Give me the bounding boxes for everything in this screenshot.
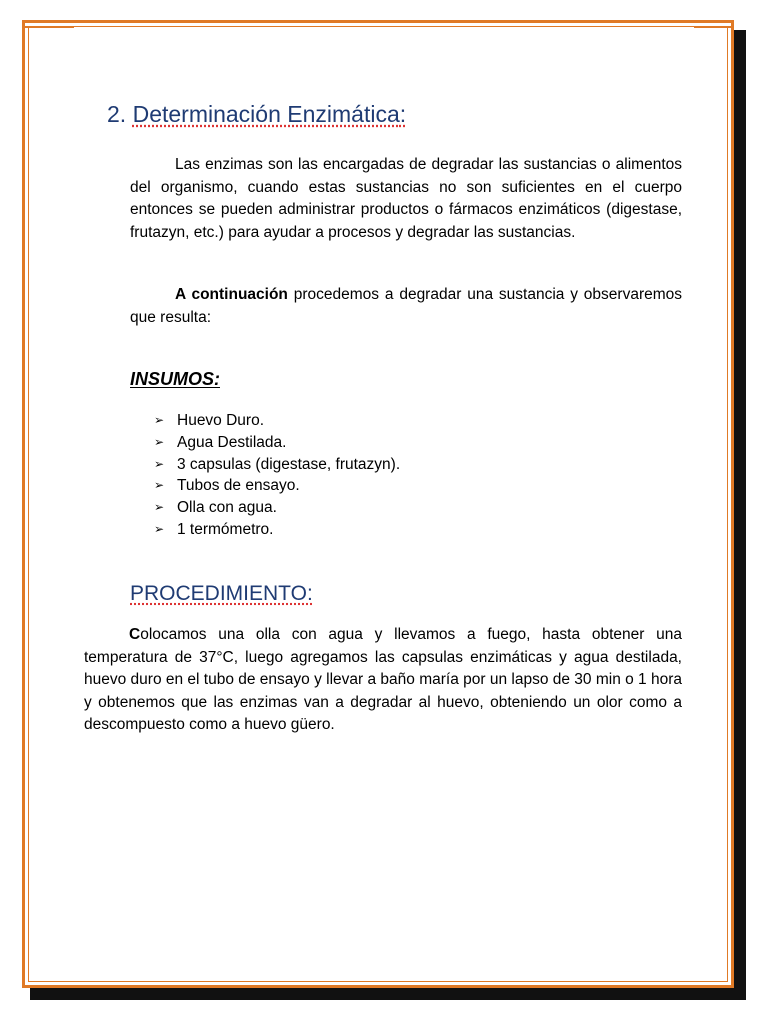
list-item-text: Huevo Duro. xyxy=(177,412,265,429)
list-item-text: Tubos de ensayo. xyxy=(177,477,300,495)
arrowhead-bullet-icon: ➢ xyxy=(154,434,165,449)
list-item xyxy=(154,475,400,497)
section-title-text: Determinación Enzimática xyxy=(132,101,400,127)
section-title-colon: : xyxy=(399,101,407,127)
list-item xyxy=(154,410,400,432)
list-item-text: 1 termómetro. xyxy=(177,520,274,538)
list-item-text: 3 capsulas (digestase, frutazyn). xyxy=(177,455,401,473)
continuation-text: procedemos a degradar una sustancia y observaremos que resulta: xyxy=(130,286,683,326)
procedimiento-initial: C xyxy=(129,626,141,643)
list-item xyxy=(154,519,400,541)
insumos-heading: INSUMOS: xyxy=(130,369,220,389)
section-title xyxy=(107,101,406,128)
intro-paragraph: Las enzimas son las encargadas de degradar las sustancias o alimentos del organismo, cuando estas sustancias no son suficientes en el cuerpo entonces se pueden administrar productos o fármacos enzimáticos (digestase, frutazyn, etc.) para ayudar a procesos y degradar las sustancias. xyxy=(130,156,682,241)
list-item xyxy=(154,497,400,519)
arrowhead-bullet-icon: ➢ xyxy=(154,413,165,427)
arrowhead-bullet-icon: ➢ xyxy=(154,521,165,536)
procedimiento-paragraph xyxy=(84,624,682,737)
procedimiento-heading: PROCEDIMIENTO: xyxy=(130,582,313,605)
list-item-text: Agua Destilada. xyxy=(177,433,287,451)
continuation-paragraph xyxy=(130,284,682,329)
list-item-text: Olla con agua. xyxy=(177,499,277,517)
arrowhead-bullet-icon: ➢ xyxy=(154,456,165,471)
section-number: 2. xyxy=(107,101,127,127)
arrowhead-bullet-icon: ➢ xyxy=(154,478,165,493)
continuation-bold: A continuación xyxy=(175,286,288,303)
list-item xyxy=(154,432,400,454)
list-item xyxy=(154,454,400,476)
arrowhead-bullet-icon: ➢ xyxy=(154,500,165,515)
procedimiento-text: olocamos una olla con agua y llevamos a fuego, hasta obtener una temperatura de 37°C, luego agregamos las capsulas enzimáticas y agua destilada, huevo duro en el tubo de ensayo y llevar a baño maría por un lapso de 30 min o 1 hora y obtenemos que las enzimas van a degradar al huevo, obteniendo un olor como a descompuesto como a huevo güero. xyxy=(84,626,683,733)
insumos-list xyxy=(154,410,400,541)
